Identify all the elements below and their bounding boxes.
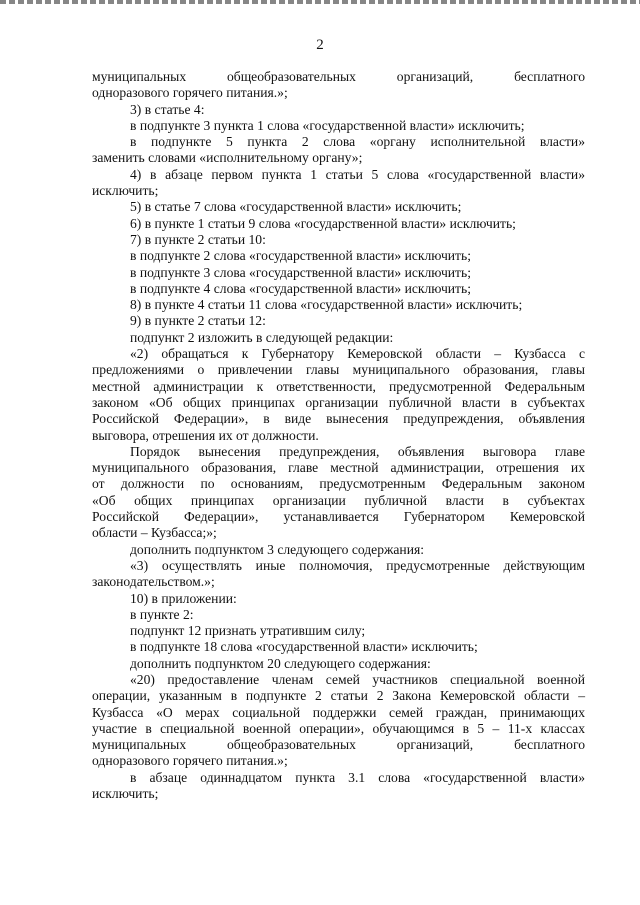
text-line: муниципальных общеобразовательных организаций, бесплатного xyxy=(92,69,585,84)
document-body xyxy=(92,69,585,802)
page-top-edge xyxy=(0,0,640,4)
text-line: 9) в пункте 2 статьи 12: xyxy=(130,313,266,329)
text-line: дополнить подпунктом 3 следующего содержания: xyxy=(130,541,425,557)
text-line: выговора, отрешения их от должности. xyxy=(92,427,319,443)
text-line: предложениями о привлечении главы муниципального образования, главы xyxy=(92,362,585,378)
text-line: в подпункте 4 слова «государственной власти» исключить; xyxy=(130,280,471,296)
text-line: в пункте 2: xyxy=(130,606,194,622)
text-line: в подпункте 3 слова «государственной власти» исключить; xyxy=(130,264,471,280)
text-line: 8) в пункте 4 статьи 11 слова «государственной власти» исключить; xyxy=(130,297,523,313)
text-line: 5) в статье 7 слова «государственной власти» исключить; xyxy=(130,199,462,215)
text-line: операции, указанным в подпункте 2 статьи 2 Закона Кемеровской области – xyxy=(92,688,585,704)
text-line: «3) осуществлять иные полномочия, предусмотренные действующим xyxy=(130,557,585,573)
text-line: в абзаце одиннадцатом пункта 3.1 слова «государственной власти» xyxy=(130,769,585,785)
text-line: «2) обращаться к Губернатору Кемеровской области – Кузбасса с xyxy=(130,346,585,362)
text-line: подпункт 12 признать утратившим силу; xyxy=(130,623,366,639)
text-line: Российской Федерации», в виде вынесения предупреждения, объявления xyxy=(92,411,585,427)
text-line: «20) предоставление членам семей участников специальной военной xyxy=(130,671,585,687)
text-line: исключить; xyxy=(92,183,159,199)
text-line: «Об общих принципах организации публичной власти в субъектах xyxy=(92,492,585,508)
text-line: от должности по основаниям, предусмотренным Федеральным законом xyxy=(92,476,585,492)
text-line: в подпункте 3 пункта 1 слова «государственной власти» исключить; xyxy=(130,117,525,133)
text-line: области – Кузбасса;»; xyxy=(92,525,217,541)
text-line: 3) в статье 4: xyxy=(130,101,205,117)
text-line: муниципальных общеобразовательных организаций, бесплатного xyxy=(92,737,585,753)
text-line: исключить; xyxy=(92,786,159,802)
text-line: Российской Федерации», устанавливается Губернатором Кемеровской xyxy=(92,509,585,525)
text-line: Кузбасса «О мерах социальной поддержки семей граждан, принимающих xyxy=(92,704,585,720)
text-line: участие в специальной военной операции», обучающимся в 5 – 11-х классах xyxy=(92,720,585,736)
text-line: законом «Об общих принципах организации публичной власти в субъектах xyxy=(92,394,585,410)
text-line: подпункт 2 изложить в следующей редакции: xyxy=(130,329,394,345)
text-line: 7) в пункте 2 статьи 10: xyxy=(130,231,266,247)
text-line: одноразового горячего питания.»; xyxy=(92,85,288,101)
text-line: 10) в приложении: xyxy=(130,590,237,606)
text-line: муниципального образования, главе местной администрации, отрешения их xyxy=(92,460,585,476)
text-line: 6) в пункте 1 статьи 9 слова «государственной власти» исключить; xyxy=(130,215,516,231)
text-line: Порядок вынесения предупреждения, объявления выговора главе xyxy=(130,443,585,459)
text-line: 4) в абзаце первом пункта 1 статьи 5 слова «государственной власти» xyxy=(130,166,585,182)
text-line: дополнить подпунктом 20 следующего содержания: xyxy=(130,655,431,671)
page-number: 2 xyxy=(316,37,324,53)
text-line: в подпункте 2 слова «государственной власти» исключить; xyxy=(130,248,471,264)
text-line: в подпункте 18 слова «государственной власти» исключить; xyxy=(130,639,478,655)
text-line: в подпункте 5 пункта 2 слова «органу исполнительной власти» xyxy=(130,134,585,150)
text-line: местной администрации к ответственности, предусмотренной Федеральным xyxy=(92,378,585,394)
text-line: заменить словами «исполнительному органу»; xyxy=(92,150,363,166)
text-line: законодательством.»; xyxy=(92,574,215,590)
text-line: одноразового горячего питания.»; xyxy=(92,753,288,769)
